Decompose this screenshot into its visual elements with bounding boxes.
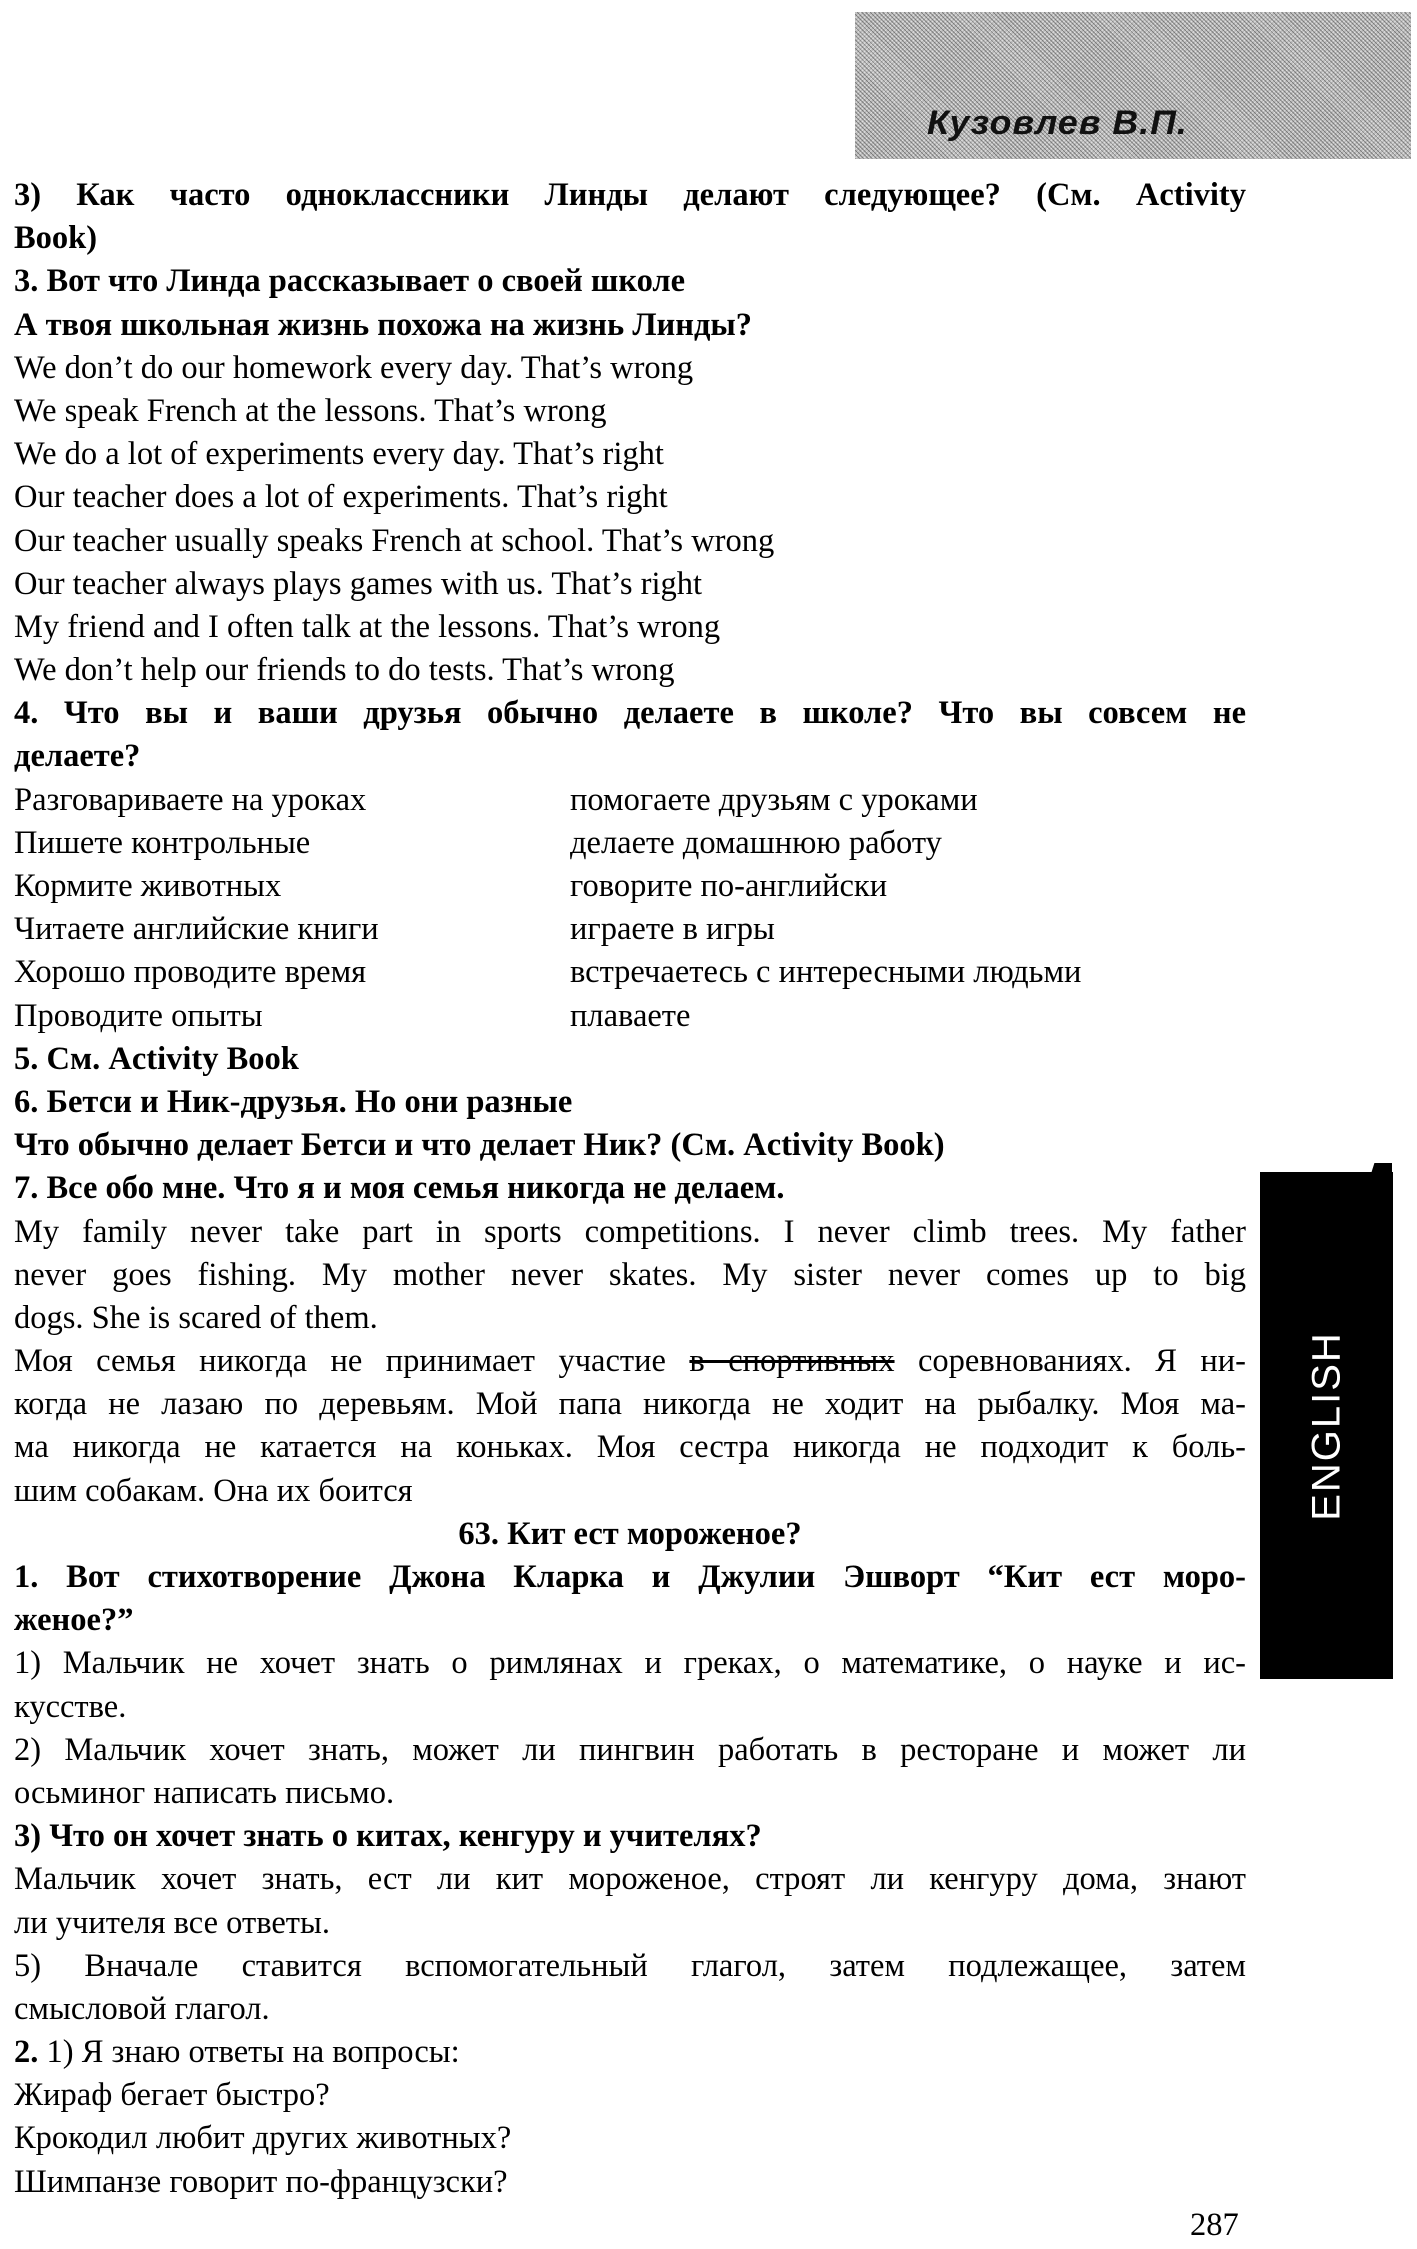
table-cell: Кормите животных xyxy=(14,868,282,904)
table-cell: Пишете контрольные xyxy=(14,824,311,861)
paragraph-line: Моя семья никогда не принимает участие в спортивных соревнованиях. Я ни- xyxy=(14,1343,1247,1380)
heading-line: делаете? xyxy=(14,738,141,775)
heading-line: 6. Бетси и Ник-друзья. Но они разные xyxy=(14,1083,573,1120)
text-line: смысловой глагол. xyxy=(14,1990,270,2027)
text-line: 1) Мальчик не хочет знать о римлянах и греках, о математике, о науке и ис- xyxy=(14,1645,1246,1682)
table-cell: плаваете xyxy=(570,997,691,1034)
text-line: We do a lot of experiments every day. That’s right xyxy=(14,436,664,473)
heading-line: А твоя школьная жизнь похожа на жизнь Линды? xyxy=(14,306,753,343)
table-cell: Разговариваете на уроках xyxy=(14,781,367,818)
side-tab xyxy=(1260,1172,1393,1679)
text-line: 2) Мальчик хочет знать, может ли пингвин работать в ресторане и может ли xyxy=(14,1731,1246,1768)
heading-line: 3) Что он хочет знать о китах, кенгуру и учителях? xyxy=(14,1818,762,1855)
table-row xyxy=(14,908,1246,951)
paragraph-line: когда не лазаю по деревьям. Мой папа никогда не ходит на рыбалку. Моя ма- xyxy=(14,1386,1246,1423)
table-row xyxy=(14,865,1246,908)
text-line: never goes fishing. My mother never skates. My sister never comes up to big xyxy=(14,1256,1246,1293)
heading-line: 4. Что вы и ваши друзья обычно делаете в школе? Что вы совсем не xyxy=(14,695,1246,732)
text-line: Мальчик хочет знать, ест ли кит мороженое, строят ли кенгуру дома, знают xyxy=(14,1861,1246,1898)
section-block-betsy-nick xyxy=(14,1038,1246,1340)
paragraph-line: ма никогда не катается на коньках. Моя сестра никогда не подходит к боль- xyxy=(14,1429,1246,1466)
table-cell: говорите по-английски xyxy=(570,868,888,904)
text-line: My family never take part in sports competitions. I never climb trees. My father xyxy=(14,1213,1246,1250)
heading-line: 5. См. Activity Book xyxy=(14,1040,299,1077)
heading-line: 3) Как часто одноклассники Линды делают следующее? (См. Activity xyxy=(14,177,1246,213)
question-item: Жираф бегает быстро? xyxy=(14,2077,330,2114)
text-line: кусстве. xyxy=(14,1688,127,1725)
table-cell: делаете домашнюю работу xyxy=(570,824,942,861)
question-list xyxy=(14,2074,1246,2204)
text-line: We speak French at the lessons. That’s wrong xyxy=(14,392,607,429)
text-line: We don’t help our friends to do tests. That’s wrong xyxy=(14,652,675,689)
heading-line: Book) xyxy=(14,220,98,257)
author-name: Кузовлев В.П. xyxy=(927,104,1188,142)
activities-table xyxy=(14,779,1246,1038)
table-row xyxy=(14,779,1246,822)
table-cell: Проводите опыты xyxy=(14,997,263,1034)
table-cell: встречаетесь с интересными людьми xyxy=(570,954,1082,991)
table-cell: помогаете друзьям с уроками xyxy=(570,781,978,818)
paragraph-line: шим собакам. Она их боится xyxy=(14,1472,413,1509)
text-line: My friend and I often talk at the lessons. That’s wrong xyxy=(14,608,721,645)
section-title: 63. Кит ест мороженое? xyxy=(458,1515,802,1552)
table-row xyxy=(14,822,1246,865)
author-header-banner xyxy=(855,12,1411,159)
heading-line: женое?” xyxy=(14,1602,134,1639)
table-row xyxy=(14,951,1246,994)
text-line: Our teacher always plays games with us. That’s right xyxy=(14,565,703,602)
table-cell: играете в игры xyxy=(570,911,775,948)
text-line: Our teacher usually speaks French at school. That’s wrong xyxy=(14,522,775,559)
text-line: dogs. She is scared of them. xyxy=(14,1299,378,1336)
side-tab-label: ENGLISH xyxy=(1304,1330,1348,1521)
question-item: Крокодил любит других животных? xyxy=(14,2120,512,2157)
section-block-whale xyxy=(14,1556,1246,2031)
page-body xyxy=(14,174,1246,2204)
heading-line: Что обычно делает Бетси и что делает Ник? (См. Activity Book) xyxy=(14,1127,945,1164)
text-line: 5) Вначале ставится вспомогательный глагол, затем подлежащее, затем xyxy=(14,1947,1246,1984)
heading-line: 1. Вот стихотворение Джона Кларка и Джулии Эшворт “Кит ест моро- xyxy=(14,1559,1246,1595)
text-line: We don’t do our homework every day. That’s wrong xyxy=(14,349,694,386)
section-block-linda xyxy=(14,174,1246,779)
page-number: 287 xyxy=(1190,2207,1239,2243)
heading-line: 3. Вот что Линда рассказывает о своей школе xyxy=(14,263,686,300)
task-2-heading: 2. 1) Я знаю ответы на вопросы: xyxy=(14,2034,460,2071)
heading-line: 7. Все обо мне. Что я и моя семья никогда не делаем. xyxy=(14,1170,785,1207)
text-line: Our teacher does a lot of experiments. That’s right xyxy=(14,479,668,516)
struck-text: в спортивных xyxy=(689,1343,895,1380)
question-item: Шимпанзе говорит по-французски? xyxy=(14,2163,508,2200)
russian-translation-paragraph xyxy=(14,1340,1246,1513)
table-cell: Хорошо проводите время xyxy=(14,954,367,991)
text-line: ли учителя все ответы. xyxy=(14,1904,330,1941)
text-line: осьминог написать письмо. xyxy=(14,1774,395,1811)
table-row xyxy=(14,995,1246,1038)
table-cell: Читаете английские книги xyxy=(14,911,379,948)
